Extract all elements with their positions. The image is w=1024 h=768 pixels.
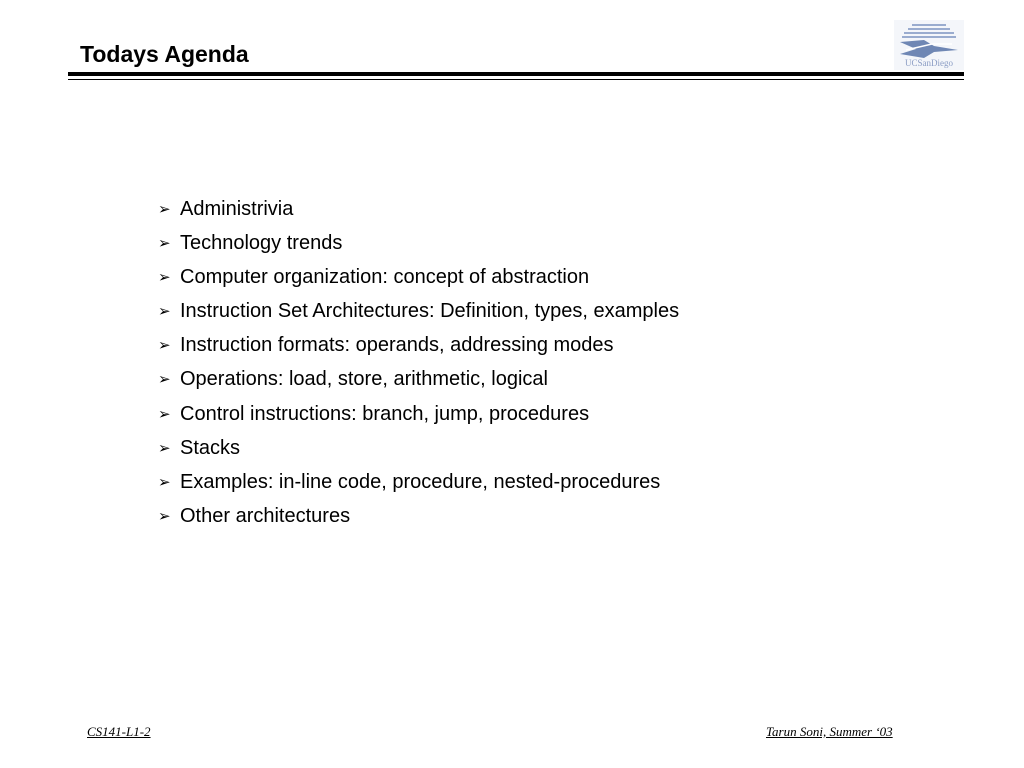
agenda-list <box>158 196 679 537</box>
agenda-item-text: Computer organization: concept of abstraction <box>180 266 590 289</box>
logo-text: UCSanDiego <box>905 58 953 68</box>
agenda-item-text: Instruction Set Architectures: Definition, types, examples <box>180 300 680 323</box>
arrowhead-bullet-icon: ➢ <box>158 506 171 525</box>
agenda-item <box>158 298 679 332</box>
arrowhead-bullet-icon: ➢ <box>158 438 171 457</box>
slide-title: Todays Agenda <box>80 41 249 67</box>
agenda-item-text: Stacks <box>180 436 241 459</box>
agenda-item-text: Other architectures <box>180 504 351 527</box>
footer-author: Tarun Soni, Summer ‘03 <box>766 724 893 739</box>
ucsandiego-logo-icon <box>894 20 964 70</box>
agenda-item-text: Administrivia <box>180 198 294 220</box>
arrowhead-bullet-icon: ➢ <box>158 370 171 389</box>
arrowhead-bullet-icon: ➢ <box>158 336 171 355</box>
agenda-item <box>158 332 679 366</box>
agenda-item <box>158 401 679 435</box>
title-rule-thin <box>68 79 964 80</box>
arrowhead-bullet-icon: ➢ <box>158 302 171 321</box>
agenda-item <box>158 264 679 298</box>
agenda-item-text: Control instructions: branch, jump, procedures <box>180 402 590 425</box>
arrowhead-bullet-icon: ➢ <box>158 404 171 423</box>
agenda-item-text: Examples: in-line code, procedure, nested-procedures <box>180 470 661 493</box>
arrowhead-bullet-icon: ➢ <box>158 472 171 491</box>
agenda-item <box>158 435 679 469</box>
agenda-item <box>158 366 679 400</box>
agenda-item <box>158 469 679 503</box>
agenda-item-text: Technology trends <box>180 232 343 255</box>
agenda-item <box>158 503 679 537</box>
arrowhead-bullet-icon: ➢ <box>158 200 171 218</box>
arrowhead-bullet-icon: ➢ <box>158 268 171 287</box>
agenda-item <box>158 196 679 230</box>
title-rule-thick <box>68 72 964 76</box>
agenda-item <box>158 230 679 264</box>
footer-slide-id: CS141-L1-2 <box>87 724 151 739</box>
agenda-item-text: Instruction formats: operands, addressing modes <box>180 334 614 357</box>
arrowhead-bullet-icon: ➢ <box>158 234 171 253</box>
agenda-item-text: Operations: load, store, arithmetic, logical <box>180 368 548 391</box>
